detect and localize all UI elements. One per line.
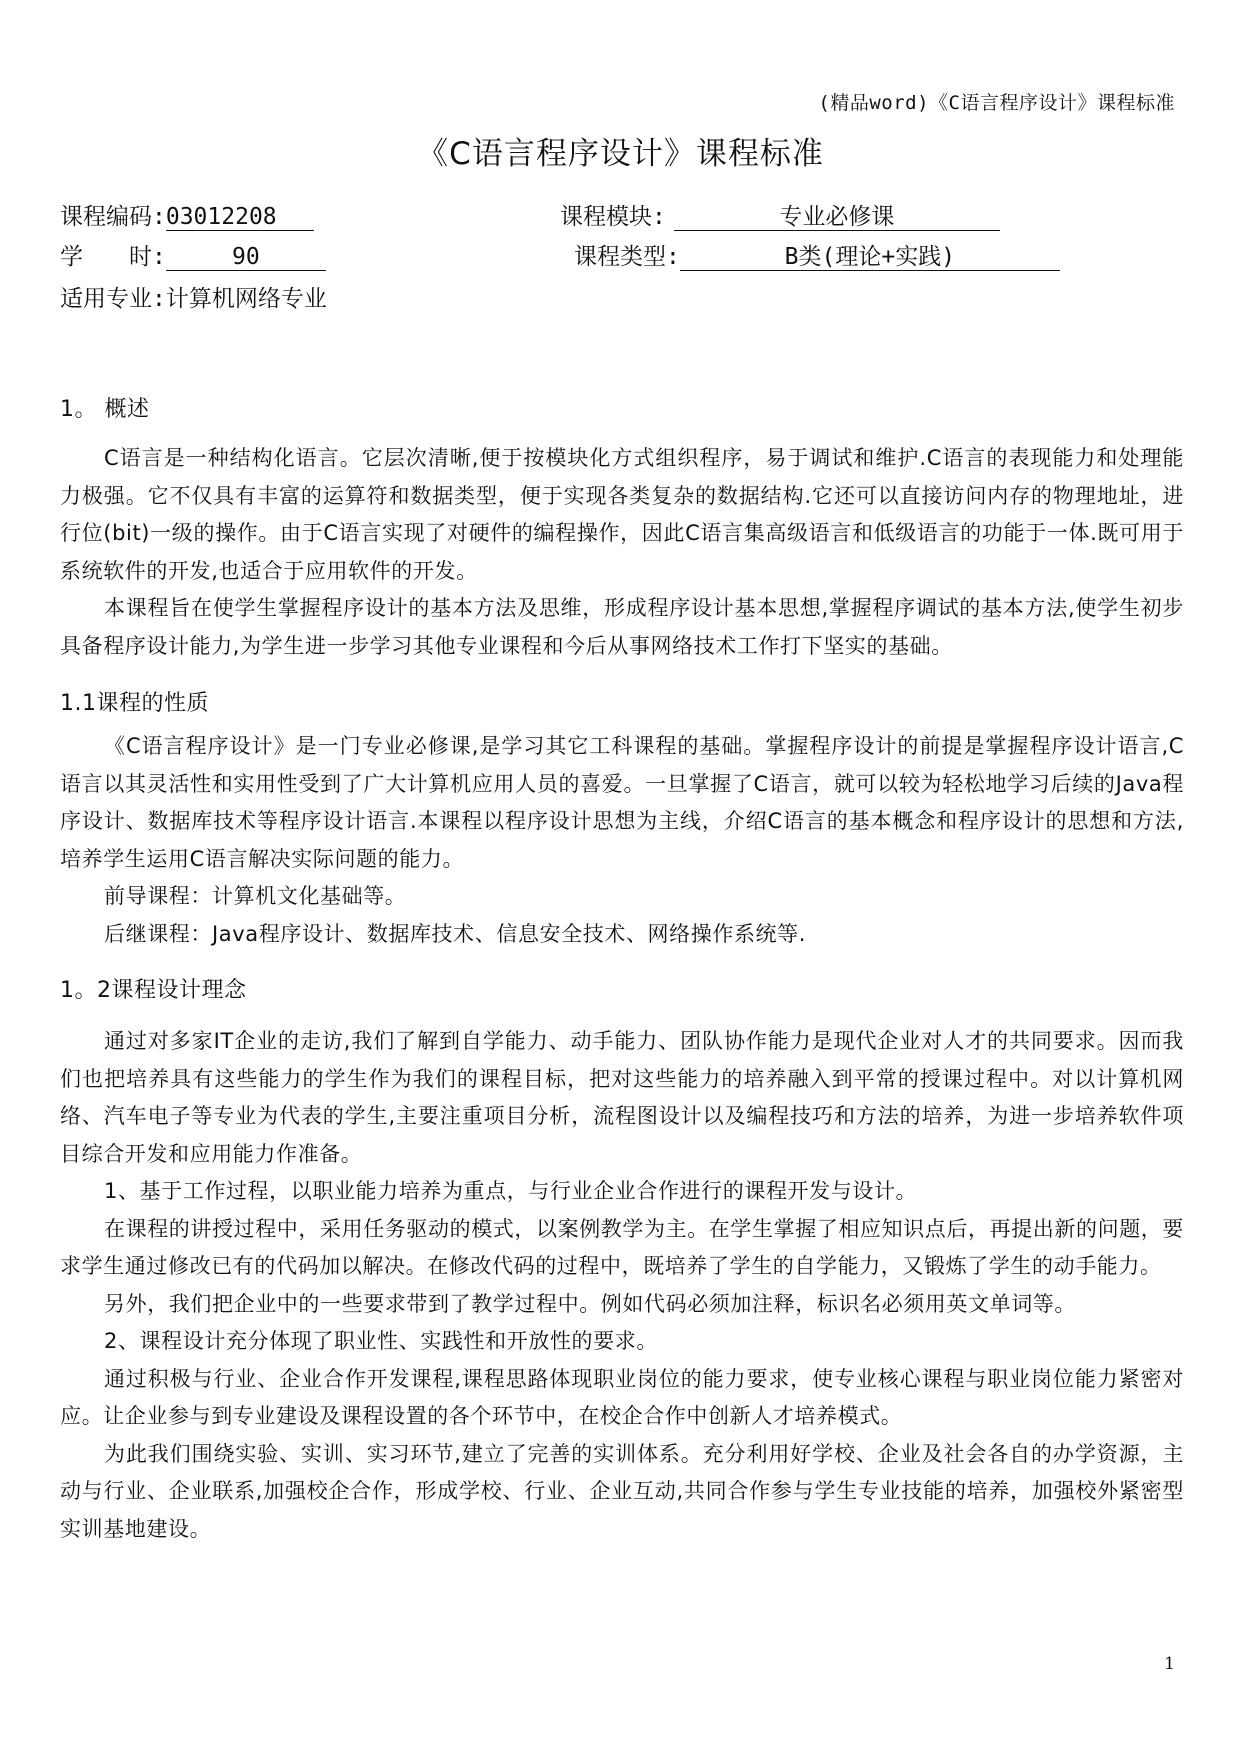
- applicable-major-value: 计算机网络专业: [165, 286, 327, 312]
- applicable-major-row: [60, 280, 327, 313]
- paragraph: 2、课程设计充分体现了职业性、实践性和开放性的要求。: [104, 1329, 658, 1353]
- paragraph: C语言是一种结构化语言。它层次清晰,便于按模块化方式组织程序，易于调试和维护.C语言的表现能力和处理能力极强。它不仅具有丰富的运算符和数据类型，便于实现各类复杂的数据结构.它还可以直接访问内存的物理地址，进行位(bit)一级的操作。由于C语言实现了对硬件的编程操作，因此C语言集高级语言和低级语言的功能于一体.既可用于系统软件的开发,也适合于应用软件的开发。: [60, 446, 1184, 583]
- course-type-row: [574, 238, 1060, 271]
- course-code-row: [60, 198, 314, 231]
- section-heading-course-nature: 1.1课程的性质: [60, 691, 209, 716]
- paragraph: 前导课程：计算机文化基础等。: [104, 884, 407, 908]
- course-code-label: 课程编码:: [60, 204, 166, 230]
- paragraph: 在课程的讲授过程中，采用任务驱动的模式，以案例教学为主。在学生掌握了相应知识点后，再提出新的问题，要求学生通过修改已有的代码加以解决。在修改代码的过程中，既培养了学生的自学能力，又锻炼了学生的动手能力。: [60, 1216, 1184, 1278]
- section-heading-overview: 1。 概述: [60, 397, 150, 422]
- course-hours-value: 90: [166, 244, 326, 271]
- course-hours-label: 学 时:: [60, 244, 166, 270]
- course-module-label: 课程模块:: [560, 204, 666, 230]
- section-course-nature-body: [60, 728, 1184, 953]
- page-number: 1: [1164, 1654, 1175, 1674]
- section-design-concept-body: [60, 1023, 1184, 1548]
- paragraph: 1、基于工作过程，以职业能力培养为重点，与行业企业合作进行的课程开发与设计。: [104, 1179, 918, 1203]
- section-overview-body: [60, 440, 1184, 665]
- running-header: (精品word)《C语言程序设计》课程标准: [818, 92, 1175, 114]
- paragraph: 通过积极与行业、企业合作开发课程,课程思路体现职业岗位的能力要求，使专业核心课程与职业岗位能力紧密对应。让企业参与到专业建设及课程设置的各个环节中，在校企合作中创新人才培养模式。: [60, 1366, 1184, 1428]
- applicable-major-label: 适用专业:: [60, 286, 166, 312]
- paragraph: 本课程旨在使学生掌握程序设计的基本方法及思维，形成程序设计基本思想,掌握程序调试的基本方法,使学生初步具备程序设计能力,为学生进一步学习其他专业课程和今后从事网络技术工作打下坚实的基础。: [60, 596, 1184, 658]
- paragraph: 为此我们围绕实验、实训、实习环节,建立了完善的实训体系。充分利用好学校、企业及社会各自的办学资源，主动与行业、企业联系,加强校企合作，形成学校、行业、企业互动,共同合作参与学生专业技能的培养，加强校外紧密型实训基地建设。: [60, 1441, 1184, 1541]
- paragraph: 另外，我们把企业中的一些要求带到了教学过程中。例如代码必须加注释，标识名必须用英文单词等。: [104, 1291, 1076, 1316]
- section-heading-design-concept: 1。2课程设计理念: [60, 978, 247, 1003]
- course-code-value: 03012208: [166, 204, 314, 231]
- course-type-value: B类(理论+实践): [680, 244, 1060, 271]
- course-hours-row: [60, 238, 326, 271]
- course-module-row: [560, 198, 1000, 231]
- course-module-value: 专业必修课: [674, 204, 1000, 231]
- document-title: 《C语言程序设计》课程标准: [417, 136, 824, 172]
- course-type-label: 课程类型:: [574, 244, 680, 270]
- paragraph: 通过对多家IT企业的走访,我们了解到自学能力、动手能力、团队协作能力是现代企业对人才的共同要求。因而我们也把培养具有这些能力的学生作为我们的课程目标，把对这些能力的培养融入到平常的授课过程中。对以计算机网络、汽车电子等专业为代表的学生,主要注重项目分析，流程图设计以及编程技巧和方法的培养，为进一步培养软件项目综合开发和应用能力作准备。: [60, 1029, 1184, 1166]
- paragraph: 《C语言程序设计》是一门专业必修课,是学习其它工科课程的基础。掌握程序设计的前提是掌握程序设计语言,C语言以其灵活性和实用性受到了广大计算机应用人员的喜爱。一旦掌握了C语言，就可以较为轻松地学习后续的Java程序设计、数据库技术等程序设计语言.本课程以程序设计思想为主线，介绍C语言的基本概念和程序设计的思想和方法,培养学生运用C语言解决实际问题的能力。: [60, 734, 1184, 871]
- paragraph: 后继课程：Java程序设计、数据库技术、信息安全技术、网络操作系统等.: [104, 921, 807, 946]
